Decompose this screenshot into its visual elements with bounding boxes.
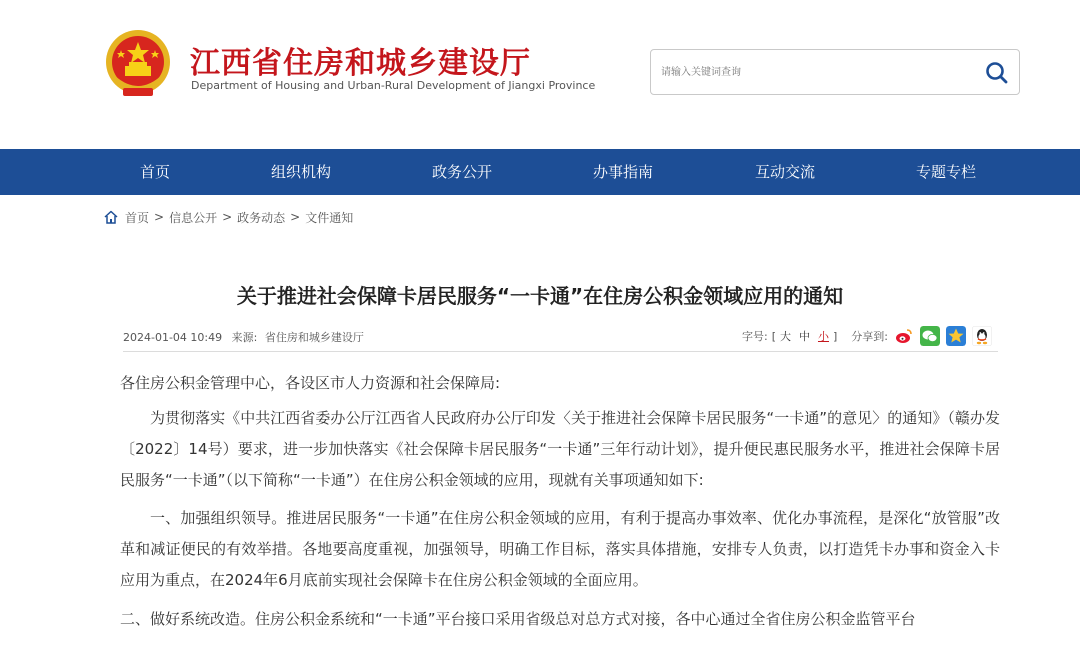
source-value: 省住房和城乡建设厅	[264, 331, 364, 344]
national-emblem-icon[interactable]	[103, 28, 173, 100]
search-icon[interactable]	[983, 59, 1011, 87]
breadcrumb-item-news[interactable]: 政务动态	[237, 210, 286, 225]
home-icon	[103, 209, 119, 225]
nav-item-home[interactable]: 首页	[139, 163, 170, 181]
breadcrumb-separator: >	[222, 210, 233, 224]
breadcrumb-separator: >	[154, 210, 165, 224]
font-size-large[interactable]: 大	[779, 330, 791, 343]
font-size-small[interactable]: 小	[817, 330, 829, 343]
font-size-bracket-close: ]	[832, 329, 838, 343]
search-input[interactable]	[661, 62, 961, 82]
article-paragraph: 二、做好系统改造。住房公积金系统和“一卡通”平台接口采用省级总对总方式对接，各中心通过全省住房公积金监管平台	[120, 610, 916, 628]
nav-item-interaction[interactable]: 互动交流	[754, 163, 815, 181]
breadcrumb-item-notices[interactable]: 文件通知	[305, 210, 354, 225]
nav-item-organization[interactable]: 组织机构	[270, 163, 331, 181]
article-body	[120, 368, 1000, 635]
source-label: 来源:	[231, 331, 258, 344]
breadcrumb	[103, 208, 353, 226]
share-label: 分享到:	[851, 330, 888, 343]
article-tools	[742, 326, 992, 346]
article-title: 关于推进社会保障卡居民服务“一卡通”在住房公积金领域应用的通知	[236, 284, 844, 308]
site-header	[0, 0, 1080, 150]
article-paragraph-salutation: 各住房公积金管理中心，各设区市人力资源和社会保障局:	[120, 374, 501, 392]
search-box	[650, 49, 1020, 95]
publish-date: 2024-01-04 10:49	[123, 331, 223, 344]
breadcrumb-item-home[interactable]: 首页	[125, 210, 150, 225]
article-meta	[123, 322, 998, 352]
article-paragraph: 为贯彻落实《中共江西省委办公厅江西省人民政府办公厅印发〈关于推进社会保障卡居民服务“一卡通”的意见〉的通知》（赣办发〔2022〕14号）要求，进一步加快落实《社会保障卡居民服务“一卡通”三年行动计划》，提升便民惠民服务水平，推进社会保障卡居民服务“一卡通”（以下简称“一卡通”）在住房公积金领域的应用，现就有关事项通知如下:	[120, 409, 1000, 489]
site-subtitle: Department of Housing and Urban-Rural Development of Jiangxi Province	[191, 79, 596, 92]
main-nav	[0, 149, 1080, 195]
weibo-icon[interactable]	[894, 326, 914, 346]
font-size-bracket-open: [	[771, 329, 776, 343]
wechat-icon[interactable]	[920, 326, 940, 346]
nav-item-government-affairs[interactable]: 政务公开	[431, 163, 492, 181]
article-paragraph: 一、加强组织领导。推进居民服务“一卡通”在住房公积金领域的应用，有利于提高办事效率、优化办事流程，是深化“放管服”改革和减证便民的有效举措。各地要高度重视，加强领导，明确工作目标，落实具体措施，安排专人负责，以打造凭卡办事和资金入卡应用为重点，在2024年6月底前实现社会保障卡在住房公积金领域的全面应用。	[120, 509, 1000, 589]
nav-item-special-topics[interactable]: 专题专栏	[915, 163, 976, 181]
font-size-medium[interactable]: 中	[798, 330, 810, 343]
nav-item-service-guide[interactable]: 办事指南	[592, 163, 653, 181]
breadcrumb-separator: >	[290, 210, 301, 224]
site-title[interactable]: 江西省住房和城乡建设厅	[190, 46, 531, 81]
font-size-label: 字号:	[741, 330, 768, 343]
qq-icon[interactable]	[972, 326, 992, 346]
breadcrumb-item-info[interactable]: 信息公开	[169, 210, 218, 225]
qzone-icon[interactable]	[946, 326, 966, 346]
article-meta-info	[123, 329, 364, 345]
